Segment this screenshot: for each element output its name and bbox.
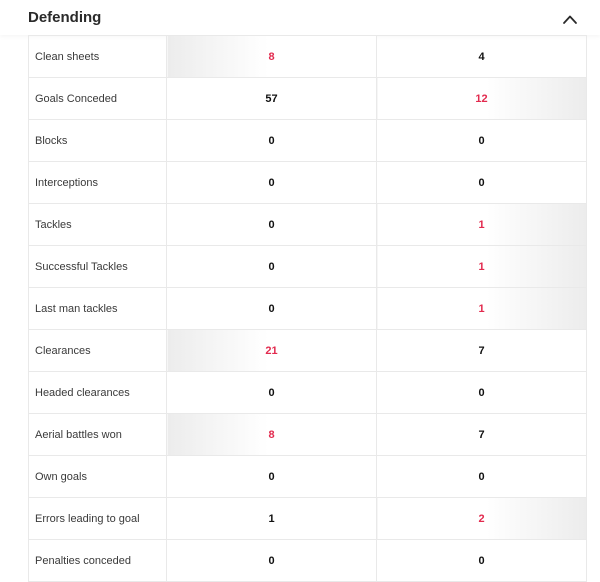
player1-value: 0 [167, 204, 377, 246]
stat-label: Blocks [29, 120, 167, 162]
player2-value: 4 [377, 36, 587, 78]
player1-value: 57 [167, 78, 377, 120]
player2-value: 2 [377, 498, 587, 540]
stat-label: Penalties conceded [29, 540, 167, 582]
table-row [29, 162, 587, 204]
section-title: Defending [28, 9, 102, 26]
player1-value: 21 [167, 330, 377, 372]
player1-value: 0 [167, 162, 377, 204]
table-row [29, 78, 587, 120]
table-row [29, 36, 587, 78]
stats-table [28, 35, 587, 582]
player2-value: 7 [377, 414, 587, 456]
player2-value: 0 [377, 456, 587, 498]
chevron-up-icon[interactable] [560, 12, 580, 26]
player2-value: 0 [377, 162, 587, 204]
stat-label: Clean sheets [29, 36, 167, 78]
table-row [29, 288, 587, 330]
stat-label: Successful Tackles [29, 246, 167, 288]
player2-value: 0 [377, 540, 587, 582]
table-row [29, 330, 587, 372]
player1-value: 0 [167, 246, 377, 288]
table-row [29, 120, 587, 162]
table-row [29, 414, 587, 456]
stat-label: Tackles [29, 204, 167, 246]
stat-label: Goals Conceded [29, 78, 167, 120]
player2-value: 1 [377, 246, 587, 288]
player2-value: 0 [377, 372, 587, 414]
player1-value: 0 [167, 456, 377, 498]
table-row [29, 246, 587, 288]
player1-value: 1 [167, 498, 377, 540]
player1-value: 0 [167, 372, 377, 414]
player2-value: 1 [377, 288, 587, 330]
stat-label: Aerial battles won [29, 414, 167, 456]
table-row [29, 372, 587, 414]
table-row [29, 456, 587, 498]
player2-value: 12 [377, 78, 587, 120]
player2-value: 7 [377, 330, 587, 372]
player1-value: 8 [167, 36, 377, 78]
player1-value: 0 [167, 120, 377, 162]
stat-label: Clearances [29, 330, 167, 372]
table-row [29, 204, 587, 246]
stat-label: Interceptions [29, 162, 167, 204]
player2-value: 1 [377, 204, 587, 246]
table-row [29, 498, 587, 540]
stat-label: Last man tackles [29, 288, 167, 330]
stat-label: Own goals [29, 456, 167, 498]
table-row [29, 540, 587, 582]
player1-value: 8 [167, 414, 377, 456]
player1-value: 0 [167, 288, 377, 330]
stat-label: Headed clearances [29, 372, 167, 414]
player1-value: 0 [167, 540, 377, 582]
player2-value: 0 [377, 120, 587, 162]
stat-label: Errors leading to goal [29, 498, 167, 540]
section-header[interactable] [0, 0, 600, 35]
